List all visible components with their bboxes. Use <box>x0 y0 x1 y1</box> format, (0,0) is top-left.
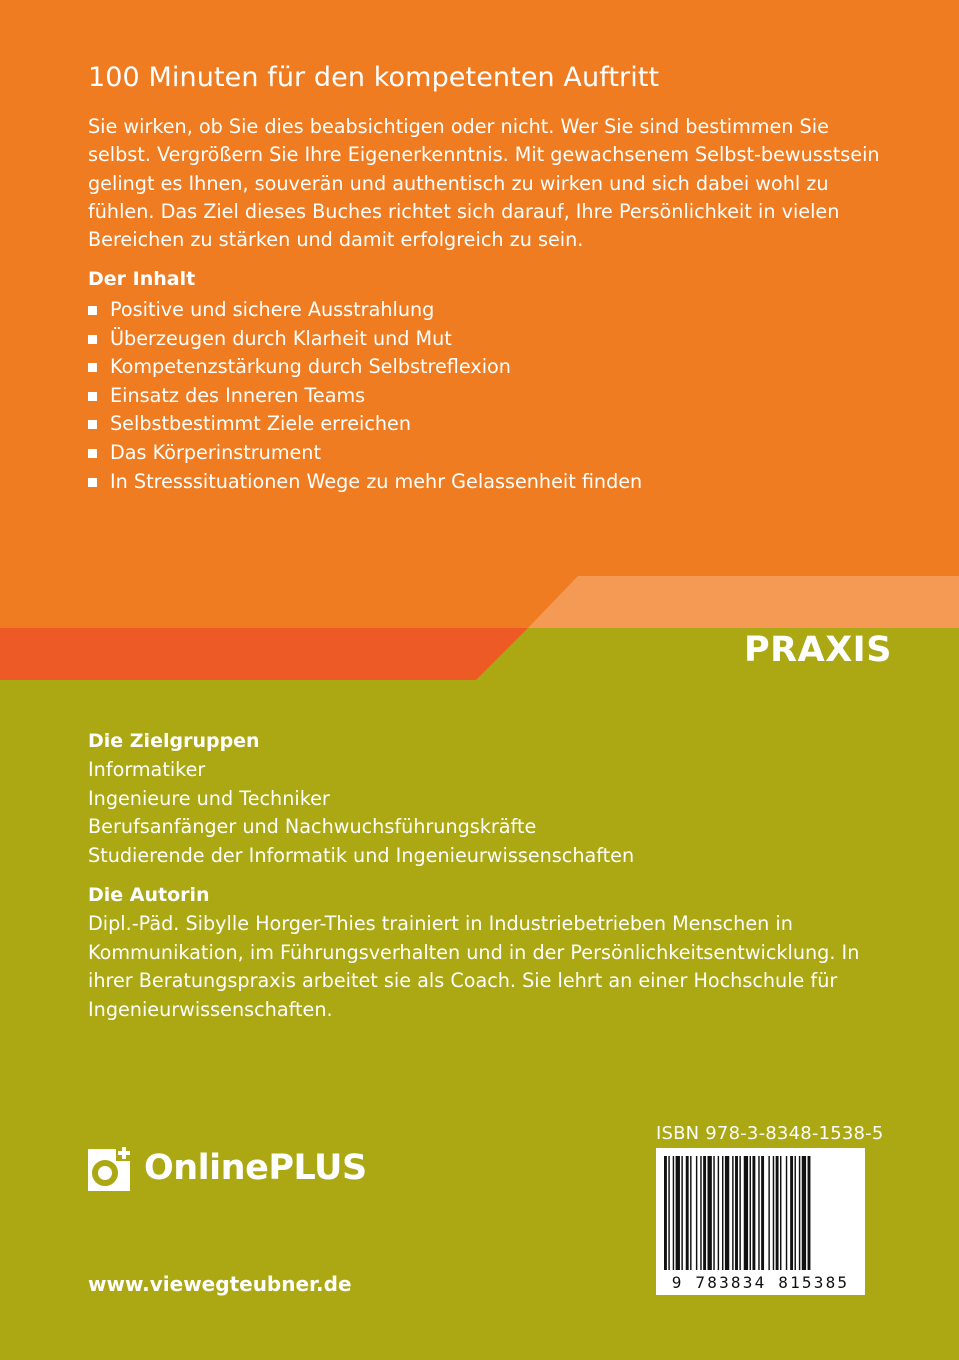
barcode-bar <box>681 1156 682 1270</box>
barcode-bar <box>668 1156 669 1270</box>
barcode-bar <box>758 1156 759 1270</box>
barcode-bar <box>790 1156 793 1270</box>
content-heading: Der Inhalt <box>88 268 196 290</box>
barcode-bar <box>780 1156 781 1270</box>
bullet-square-icon <box>88 449 97 458</box>
bullet-square-icon <box>88 478 97 487</box>
intro-paragraph: Sie wirken, ob Sie dies beabsichtigen oder nicht. Wer Sie sind bestimmen Sie selbst. Vergrößern Sie Ihre Eigenerkenntnis. Mit gewachsenem Selbst-bewusstsein gelingt es Ihnen, souverän und authentisch zu wirken und sich dabei wohl zu fühlen. Das Ziel dieses Buches richtet sich darauf, Ihre Persönlichkeit in vielen Bereichen zu stärken und damit erfolgreich zu sein. <box>88 115 880 252</box>
barcode-bar <box>703 1156 706 1270</box>
red-orange-stripe <box>0 628 528 680</box>
isbn-label: ISBN 978-3-8348-1538-5 <box>656 1123 884 1144</box>
audience-list <box>88 756 634 870</box>
list-item: Das Körperinstrument <box>88 439 642 468</box>
online-plus-logo <box>88 1145 367 1191</box>
barcode-bar <box>708 1156 712 1270</box>
logo-text: OnlinePLUS <box>144 1148 367 1188</box>
barcode-bar <box>732 1156 733 1270</box>
barcode-bar <box>686 1156 689 1270</box>
barcode-bar <box>752 1156 755 1270</box>
barcode-bar <box>690 1156 691 1270</box>
list-item: Einsatz des Inneren Teams <box>88 382 642 411</box>
barcode-bar <box>739 1156 740 1270</box>
barcode-bar <box>673 1156 674 1270</box>
bullet-square-icon <box>88 392 97 401</box>
barcode-bar <box>799 1156 800 1270</box>
barcode-digits: 9 783834 815385 <box>671 1273 850 1292</box>
list-item: Selbstbestimmt Ziele erreichen <box>88 410 642 439</box>
barcode-bar <box>776 1156 779 1270</box>
barcode-bar <box>808 1156 811 1270</box>
author-heading: Die Autorin <box>88 884 210 906</box>
barcode-bar <box>664 1156 667 1270</box>
list-item: Berufsanfänger und Nachwuchsführungskräfte <box>88 815 537 839</box>
barcode-bar <box>718 1156 719 1270</box>
light-orange-stripe <box>528 576 959 628</box>
barcode-bar <box>700 1156 701 1270</box>
barcode-bar <box>676 1156 680 1270</box>
list-item: Kompetenzstärkung durch Selbstreflexion <box>88 353 642 382</box>
list-item: Positive und sichere Ausstrahlung <box>88 296 642 325</box>
barcode-bar <box>713 1156 714 1270</box>
list-item: Informatiker <box>88 758 206 781</box>
barcode-bar <box>773 1156 774 1270</box>
barcode-bar <box>744 1156 748 1270</box>
online-plus-icon <box>88 1145 132 1191</box>
bullet-square-icon <box>88 306 97 315</box>
bullet-square-icon <box>88 420 97 429</box>
barcode-bar <box>722 1156 723 1270</box>
author-bio: Dipl.-Päd. Sibylle Horger-Thies trainiert in Industriebetrieben Menschen in Kommunikation, im Führungsverhalten und in der Persönlichkeitsentwicklung. In ihrer Beratungspraxis arbeitet sie als Coach. Sie lehrt an einer Hochschule für Ingenieurwissenschaften. <box>88 912 860 1022</box>
list-item: Ingenieure und Techniker <box>88 786 330 810</box>
bullet-square-icon <box>88 363 97 372</box>
series-label: PRAXIS <box>744 630 892 670</box>
list-item: In Stresssituationen Wege zu mehr Gelassenheit finden <box>88 468 642 497</box>
barcode-bar <box>735 1156 738 1270</box>
barcode-bar <box>786 1156 787 1270</box>
barcode-bar <box>761 1156 764 1270</box>
website-link[interactable]: www.viewegteubner.de <box>88 1272 352 1296</box>
barcode-bar <box>795 1156 796 1270</box>
audience-heading: Die Zielgruppen <box>88 730 260 752</box>
bullet-square-icon <box>88 335 97 344</box>
list-item: Überzeugen durch Klarheit und Mut <box>88 325 642 354</box>
barcode-bar <box>696 1156 697 1270</box>
content-list <box>88 296 642 496</box>
list-item: Studierende der Informatik und Ingenieurwissenschaften <box>88 843 635 867</box>
barcode <box>656 1148 865 1295</box>
barcode-bar <box>768 1156 769 1270</box>
barcode-bar <box>750 1156 751 1270</box>
headline: 100 Minuten für den kompetenten Auftritt <box>88 62 660 93</box>
barcode-bar <box>725 1156 729 1270</box>
barcode-bar <box>802 1156 806 1270</box>
